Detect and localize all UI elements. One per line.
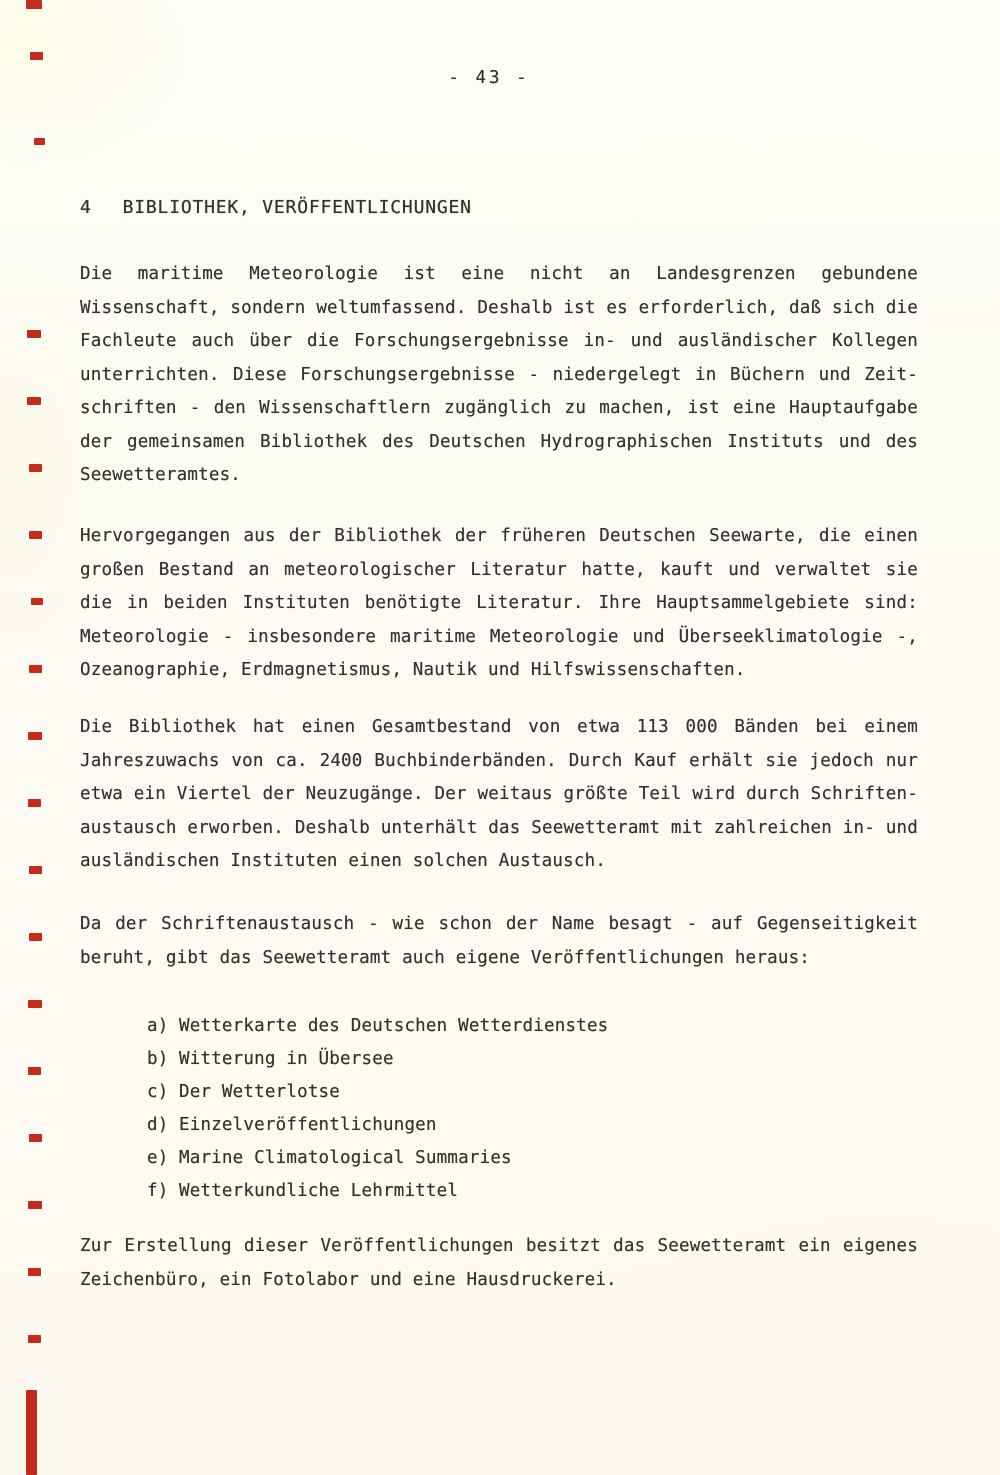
red-margin-mark — [27, 397, 41, 405]
list-item — [147, 1010, 907, 1043]
list-marker: f) — [147, 1181, 169, 1201]
list-item — [147, 1175, 907, 1208]
list-marker: d) — [147, 1115, 169, 1135]
text-line: Zur Erstellung dieser Veröffentlichungen besitzt das Seewetteramt ein eigenes — [80, 1236, 918, 1256]
text-line: Meteorologie - insbesondere maritime Meteorologie und Überseeklimatologie -, — [80, 626, 918, 647]
text-line: Da der Schriftenaustausch - wie schon der Name besagt - auf Gegenseitigkeit — [80, 914, 918, 934]
red-margin-mark — [29, 933, 42, 941]
list-item — [147, 1043, 907, 1076]
text-line: großen Bestand an meteorologischer Literatur hatte, kauft und verwaltet sie — [80, 559, 918, 580]
red-margin-mark — [28, 1335, 41, 1343]
red-margin-mark — [27, 330, 41, 338]
text-line: beruht, gibt das Seewetteramt auch eigene Veröffentlichungen heraus: — [80, 947, 811, 968]
list-item — [147, 1109, 907, 1142]
text-line: etwa ein Viertel der Neuzugänge. Der weitaus größte Teil wird durch Schriften- — [80, 784, 918, 804]
list-item-label: Marine Climatological Summaries — [178, 1148, 512, 1168]
text-line: der gemeinsamen Bibliothek des Deutschen Hydrographischen Instituts und des — [80, 431, 918, 452]
red-margin-mark — [28, 1000, 42, 1008]
text-line: Die maritime Meteorologie ist eine nicht an Landesgrenzen gebundene — [80, 264, 918, 284]
text-line: die in beiden Instituten benötigte Literatur. Ihre Hauptsammelgebiete sind: — [80, 593, 918, 613]
list-marker: b) — [147, 1049, 169, 1069]
closing-paragraph — [80, 1230, 918, 1297]
red-margin-mark — [29, 531, 42, 539]
list-item-label: Der Wetterlotse — [178, 1082, 341, 1102]
red-margin-mark — [26, 0, 42, 9]
red-margin-mark — [28, 1067, 41, 1075]
list-item-label: Witterung in Übersee — [178, 1049, 394, 1069]
text-line: schriften - den Wissenschaftlern zugänglich zu machen, ist eine Hauptaufgabe — [80, 398, 918, 418]
red-margin-mark — [29, 665, 42, 673]
text-line: Hervorgegangen aus der Bibliothek der früheren Deutschen Seewarte, die einen — [80, 526, 918, 546]
page-number: - 43 - — [448, 68, 530, 88]
red-margin-mark — [28, 799, 41, 807]
red-margin-mark — [30, 52, 43, 60]
text-line: Seewetteramtes. — [80, 465, 242, 485]
paragraph-2 — [80, 520, 918, 688]
publication-list — [147, 1010, 907, 1208]
section-number: 4 — [80, 197, 92, 218]
red-margin-mark — [31, 598, 43, 605]
red-margin-mark — [34, 138, 45, 145]
list-item — [147, 1076, 907, 1109]
text-line: Zeichenbüro, ein Fotolabor und eine Hausdruckerei. — [80, 1269, 617, 1290]
red-margin-mark — [29, 1134, 42, 1142]
red-margin-mark — [28, 1201, 42, 1209]
paragraph-3 — [80, 711, 918, 879]
list-item — [147, 1142, 907, 1175]
paragraph-4 — [80, 908, 918, 975]
red-margin-mark — [29, 866, 42, 874]
section-title: BIBLIOTHEK, VERÖFFENTLICHUNGEN — [122, 197, 472, 218]
list-marker: a) — [147, 1016, 169, 1036]
red-margin-mark — [29, 464, 42, 472]
text-line: Fachleute auch über die Forschungsergebnisse in- und ausländischer Kollegen — [80, 331, 918, 351]
text-line: Jahreszuwachs von ca. 2400 Buchbinderbänden. Durch Kauf erhält sie jedoch nur — [80, 750, 918, 771]
text-line: Die Bibliothek hat einen Gesamtbestand von etwa 113 000 Bänden bei einem — [80, 717, 918, 737]
list-marker: c) — [147, 1082, 169, 1102]
section-heading — [80, 191, 940, 224]
list-item-label: Wetterkundliche Lehrmittel — [178, 1181, 459, 1201]
list-marker: e) — [147, 1148, 169, 1168]
paragraph-1 — [80, 258, 918, 493]
list-item-label: Wetterkarte des Deutschen Wetterdienstes — [178, 1016, 609, 1036]
red-margin-mark — [28, 1268, 41, 1276]
text-line: austausch erworben. Deshalb unterhält das Seewetteramt mit zahlreichen in- und — [80, 817, 918, 838]
red-margin-bar — [26, 1390, 37, 1475]
red-margin-mark — [28, 732, 42, 740]
text-line: unterrichten. Diese Forschungsergebnisse - niedergelegt in Büchern und Zeit- — [80, 364, 918, 385]
text-line: ausländischen Instituten einen solchen Austausch. — [80, 851, 607, 871]
text-line: Wissenschaft, sondern weltumfassend. Deshalb ist es erforderlich, daß sich die — [80, 297, 918, 318]
text-line: Ozeanographie, Erdmagnetismus, Nautik und Hilfswissenschaften. — [80, 660, 746, 680]
list-item-label: Einzelveröffentlichungen — [178, 1115, 437, 1135]
